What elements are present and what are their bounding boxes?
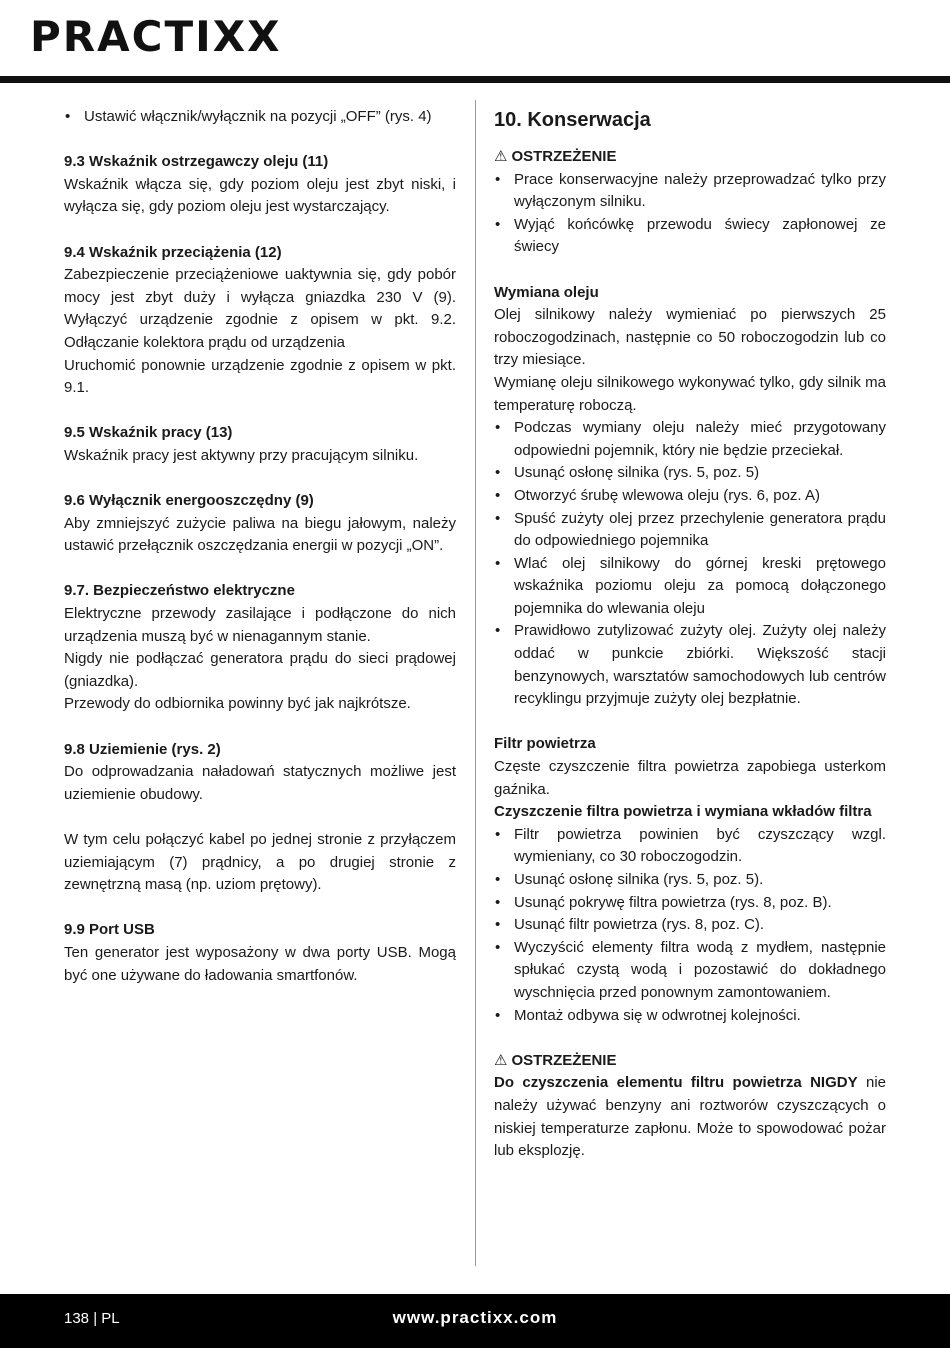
filter-cleaning-heading: Czyszczenie filtra powietrza i wymiana wkładów filtra (494, 803, 872, 821)
paragraph: Do odprowadzania naładowań statycznych możliwe jest uziemienie obudowy. (64, 763, 456, 803)
list-item: • Usunąć osłonę silnika (rys. 5, poz. 5). (494, 869, 886, 892)
left-column (64, 106, 456, 987)
paragraph: Aby zmniejszyć zużycie paliwa na biegu jałowym, należy ustawić przełącznik oszczędzania energii w pozycji „ON”. (64, 514, 456, 555)
list-item: • Wlać olej silnikowy do górnej kreski prętowego wskaźnika poziomu oleju za pomocą dołączonego pojemnika do wlewania oleju (494, 553, 886, 621)
warning-list (494, 169, 886, 259)
page-footer (0, 1294, 950, 1348)
warning-triangle-icon: ⚠ (494, 148, 508, 165)
section-heading-9-8: 9.8 Uziemienie (rys. 2) (64, 740, 221, 758)
list-item: • Wyczyścić elementy filtra wodą z mydłem, następnie spłukać czystą wodą i pozostawić do dokładnego wyschnięcia przed ponownym zamontowaniem. (494, 937, 886, 1005)
warning-heading (494, 146, 886, 169)
section-heading-9-3: 9.3 Wskaźnik ostrzegawczy oleju (11) (64, 153, 329, 171)
paragraph: Olej silnikowy należy wymieniać po pierwszych 25 roboczogodzinach, następnie co 50 roboczogodzin lub co trzy miesiące. (494, 306, 886, 369)
paragraph: Zabezpieczenie przeciążeniowe uaktywnia się, gdy pobór mocy jest zbyt duży i wyłącza gniazdka 230 V (9). Wyłączyć urządzenie zgodnie z opisem w pkt. 9.2. Odłączanie kolektora prądu od urządzenia (64, 266, 456, 351)
warning-label: OSTRZEŻENIE (511, 148, 617, 165)
page-header (0, 0, 950, 84)
list-item: • Usunąć osłonę silnika (rys. 5, poz. 5) (494, 462, 886, 485)
warning-emphasis: Do czyszczenia elementu filtru powietrza NIGDY (494, 1074, 858, 1092)
list-item: • Podczas wymiany oleju należy mieć przygotowany odpowiedni pojemnik, który nie będzie przeciekał. (494, 417, 886, 462)
list-item: • Usunąć pokrywę filtra powietrza (rys. 8, poz. B). (494, 892, 886, 915)
warning-text: nie należy używać benzyny ani roztworów czyszczących o niskiej temperaturze zapłonu. Może to spowodować pożar lub eksplozję. (494, 1074, 886, 1160)
header-rule (0, 76, 950, 83)
paragraph: Ten generator jest wyposażony w dwa porty USB. Mogą być one używane do ładowania smartfonów. (64, 943, 456, 984)
section-heading-9-9: 9.9 Port USB (64, 921, 155, 939)
warning-label: OSTRZEŻENIE (511, 1051, 617, 1069)
paragraph: Wymianę oleju silnikowego wykonywać tylko, gdy silnik ma temperaturę roboczą. (494, 373, 886, 414)
oil-steps-list (494, 417, 886, 711)
paragraph: Elektryczne przewody zasilające i podłączone do nich urządzenia muszą być w nienagannym stanie. (64, 605, 456, 645)
list-item: • Otworzyć śrubę wlewowa oleju (rys. 6, poz. A) (494, 485, 886, 508)
paragraph: Wskaźnik włącza się, gdy poziom oleju jest zbyt niski, i wyłącza się, gdy poziom oleju jest wystarczający. (64, 175, 456, 216)
list-item: • Filtr powietrza powinien być czyszczący wzgl. wymieniany, co 30 roboczogodzin. (494, 824, 886, 869)
paragraph: Przewody do odbiornika powinny być jak najkrótsze. (64, 695, 411, 713)
page-number: 138 | PL (64, 1310, 120, 1327)
brand-logo: PRACTIXX (30, 12, 282, 61)
list-item: • Prace konserwacyjne należy przeprowadzać tylko przy wyłączonym silniku. (494, 169, 886, 214)
list-item: • Usunąć filtr powietrza (rys. 8, poz. C). (494, 914, 886, 937)
air-filter-heading: Filtr powietrza (494, 735, 596, 753)
list-item: • Wyjąć końcówkę przewodu świecy zapłonowej ze świecy (494, 214, 886, 259)
paragraph: Częste czyszczenie filtra powietrza zapobiega usterkom gaźnika. (494, 758, 886, 798)
paragraph: Wskaźnik pracy jest aktywny przy pracującym silniku. (64, 446, 419, 464)
list-item: • Spuść zużyty olej przez przechylenie generatora prądu do odpowiedniego pojemnika (494, 508, 886, 553)
right-column (494, 106, 886, 1163)
list-item: • Montaż odbywa się w odwrotnej kolejności. (494, 1005, 886, 1028)
oil-change-heading: Wymiana oleju (494, 283, 599, 301)
warning-paragraph (494, 1072, 886, 1162)
section-heading-9-4: 9.4 Wskaźnik przeciążenia (12) (64, 243, 282, 261)
filter-steps-list (494, 824, 886, 1027)
section-heading-9-7: 9.7. Bezpieczeństwo elektryczne (64, 582, 295, 600)
section-heading-9-6: 9.6 Wyłącznik energooszczędny (9) (64, 492, 314, 510)
paragraph: Uruchomić ponownie urządzenie zgodnie z opisem w pkt. 9.1. (64, 356, 456, 397)
paragraph: W tym celu połączyć kabel po jednej stronie z przyłączem uziemiającym (7) prądnicy, a po drugiej stronie z zewnętrzną masą (np. uziom prętowy). (64, 831, 456, 894)
column-divider (475, 100, 476, 1266)
paragraph: Nigdy nie podłączać generatora prądu do sieci prądowej (gniazdka). (64, 650, 456, 690)
section-heading-9-5: 9.5 Wskaźnik pracy (13) (64, 424, 233, 442)
section-title-konserwacja: 10. Konserwacja (494, 109, 651, 131)
bullet-list (64, 106, 456, 129)
warning-triangle-icon: ⚠ (494, 1051, 508, 1069)
list-item: • Prawidłowo zutylizować zużyty olej. Zużyty olej należy oddać w punkcie zbiórki. Większość stacji benzynowych, warsztatów samochodowych lub centrów recyklingu przyjmuje zużyty olej bezpłatnie. (494, 620, 886, 710)
list-item: • Ustawić włącznik/wyłącznik na pozycji „OFF” (rys. 4) (64, 106, 456, 129)
warning-heading (494, 1050, 886, 1073)
website-link[interactable]: www.practixx.com (392, 1308, 558, 1327)
